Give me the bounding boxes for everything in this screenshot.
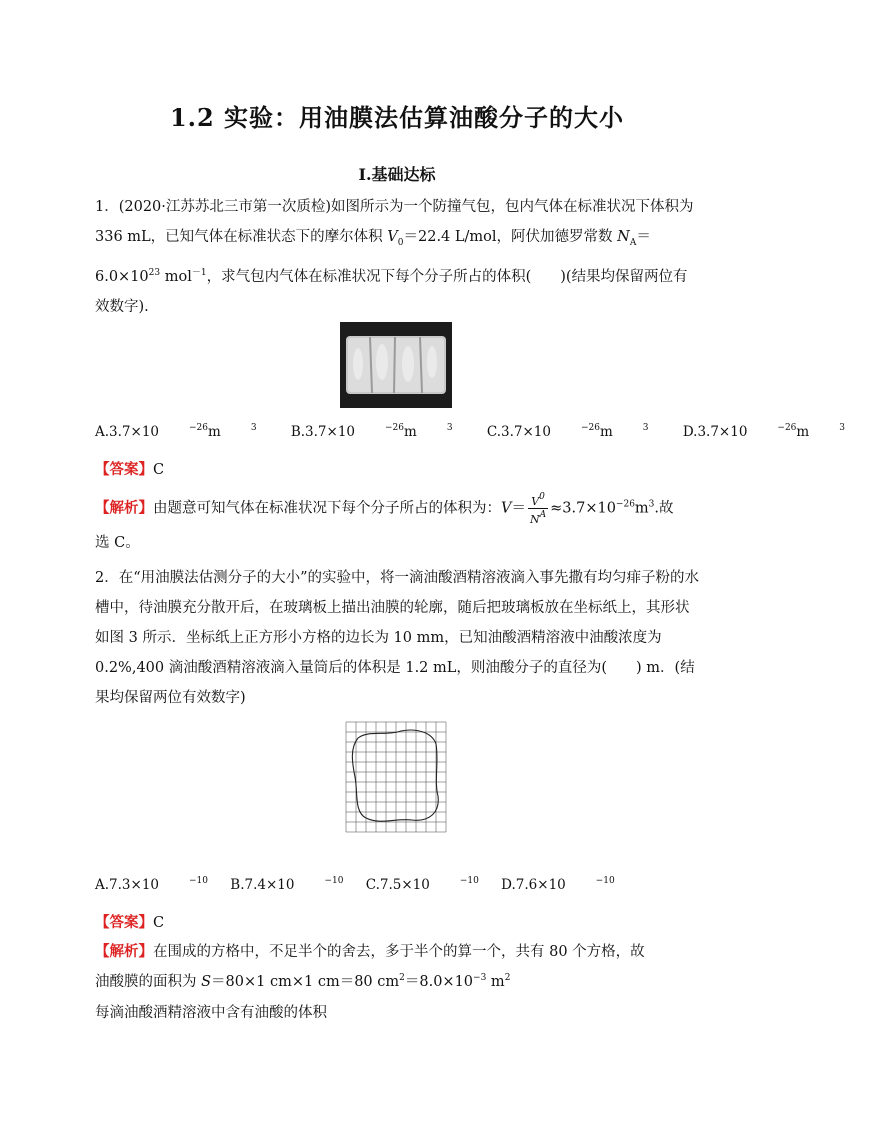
q1-analysis-exp: −26 [615, 499, 635, 510]
q1-option-a-unit-exp: 3 [250, 423, 257, 433]
q2-option-c-label: C.7.5×10 [365, 877, 430, 893]
q1-analysis-text-d: .故 [654, 500, 674, 517]
q1-option-c[interactable] [487, 424, 649, 440]
q2-answer-value: C [153, 915, 165, 931]
q2-analysis-s: S [201, 974, 212, 990]
q1-option-d-unit-exp: 3 [839, 423, 845, 433]
q1-text-c: ＝6.0×10 [95, 229, 651, 285]
q2-analysis-line-2 [95, 970, 510, 991]
q2-analysis-line-3: 每滴油酸酒精溶液中含有油酸的体积 [95, 1005, 327, 1021]
q2-option-b[interactable] [230, 877, 343, 893]
q1-text-e: ，求气包内气体在标准状况下每个分子所占的体积( )(结果均保留两位有效数字). [95, 268, 688, 315]
q2-option-b-label: B.7.4×10 [230, 877, 295, 893]
q1-option-a-exp: −26 [189, 423, 208, 433]
q2-option-c[interactable] [366, 877, 479, 893]
q2-option-d-exp: −10 [595, 876, 615, 886]
q1-analysis-v: V [501, 500, 512, 517]
q2-option-a[interactable] [95, 877, 208, 893]
q2-analysis-text-b4: m [486, 974, 505, 990]
q1-option-a-label: A.3.7×10 [95, 424, 159, 440]
q1-option-b-label: B.3.7×10 [290, 424, 356, 440]
q2-option-d[interactable] [501, 877, 615, 893]
q1-option-c-label: C.3.7×10 [486, 424, 551, 440]
fraction-denominator: N [529, 513, 540, 526]
q1-option-a[interactable] [95, 424, 257, 440]
q1-analysis-fraction [528, 491, 548, 526]
q1-analysis-tag: 【解析】 [95, 499, 153, 517]
q1-answer [95, 458, 164, 479]
q2-options [95, 876, 633, 893]
q2-analysis-exp-3: 2 [504, 973, 511, 983]
q1-option-c-unit-exp: 3 [642, 423, 649, 433]
fraction-numerator-sup: 0 [539, 492, 545, 502]
q1-analysis-text-a: 由题意可知气体在标准状况下每个分子所占的体积为： [153, 500, 501, 517]
q1-text-a: 1．(2020·江苏苏北三市第一次质检)如图所示为一个防撞气包，包内气体在标准状况下体积为 336 mL，已知气体在标准状态下的摩尔体积 [95, 199, 694, 245]
q2-option-a-exp: −10 [189, 876, 208, 886]
q2-analysis-text-b3: ＝8.0×10 [404, 974, 474, 990]
q1-analysis-text-b: ≈3.7×10 [550, 500, 616, 517]
q1-answer-tag: 【答案】 [95, 461, 153, 478]
q1-option-c-exp: −26 [580, 423, 600, 433]
q2-option-a-label: A.7.3×10 [95, 877, 159, 893]
section-heading: Ⅰ.基础达标 [358, 165, 436, 184]
q1-analysis-unit: m [634, 500, 649, 517]
q2-analysis-text-b2: ＝80×1 cm×1 cm＝80 cm [211, 974, 400, 990]
q2-analysis-text-a: 在围成的方格中，不足半个的舍去，多于半个的算一个，共有 80 个方格，故 [153, 944, 645, 960]
q1-option-d-label: D.3.7×10 [682, 424, 748, 440]
question-1-text [95, 192, 700, 322]
q1-v0-sub: 0 [397, 237, 404, 248]
q2-option-c-exp: −10 [459, 876, 479, 886]
fraction-numerator: V [531, 495, 540, 508]
oil-film-grid-figure [346, 722, 446, 832]
q1-exp1: 23 [148, 267, 161, 278]
airbag-photo [340, 322, 452, 408]
q1-analysis [95, 491, 674, 526]
q1-text-d: mol [160, 268, 192, 285]
q1-exp2: －1 [191, 267, 207, 278]
q1-options [95, 423, 875, 440]
question-2-text: 2．在“用油膜法估测分子的大小”的实验中，将一滴油酸酒精溶液滴入事先撒有均匀痱子粉的水槽中，待油膜充分散开后，在玻璃板上描出油膜的轮廓，随后把玻璃板放在坐标纸上，其形状如图 3 所示．坐标纸上正方形小方格的边长为 10 mm，已知油酸酒精溶液中油酸浓度为 0.2%,400 滴油酸酒精溶液滴入量筒后的体积是 1.2 mL，则油酸分子的直径为( ) m．(结果均保留两位有效数字) [95, 570, 700, 706]
q2-analysis-tag: 【解析】 [95, 943, 153, 960]
q1-option-b-unit: m [404, 424, 417, 440]
q2-answer-tag: 【答案】 [95, 914, 153, 931]
q2-analysis-text-b1: 油酸膜的面积为 [95, 974, 202, 990]
fraction-denominator-sup: A [539, 510, 547, 520]
q1-na-symbol: N [617, 229, 630, 245]
q1-text-b: ＝22.4 L/mol，阿伏加德罗常数 [403, 229, 618, 245]
q1-v0-symbol: V [387, 229, 398, 245]
page-title: 1.2 实验：用油膜法估算油酸分子的大小 [169, 103, 625, 132]
q1-na-sub: A [629, 237, 637, 248]
q1-option-b[interactable] [291, 424, 453, 440]
q1-option-a-unit: m [208, 424, 221, 440]
q1-analysis-unit-exp: 3 [648, 499, 655, 510]
q1-option-d-exp: −26 [777, 423, 797, 433]
q2-option-b-exp: −10 [324, 876, 344, 886]
q2-answer [95, 911, 164, 932]
q1-option-b-exp: −26 [385, 423, 405, 433]
q2-analysis-exp-2: −3 [473, 973, 487, 983]
q2-option-d-label: D.7.6×10 [501, 877, 566, 893]
q1-answer-value: C [153, 462, 165, 478]
q2-analysis-line-1 [95, 940, 645, 961]
q2-analysis-exp-1: 2 [399, 973, 405, 983]
q1-option-d[interactable] [683, 424, 845, 440]
q1-option-b-unit-exp: 3 [446, 423, 453, 433]
q1-analysis-eq: ＝ [511, 500, 526, 517]
q1-option-c-unit: m [599, 424, 613, 440]
q1-option-d-unit: m [796, 424, 810, 440]
q1-analysis-text-e: 选 C。 [95, 535, 140, 551]
